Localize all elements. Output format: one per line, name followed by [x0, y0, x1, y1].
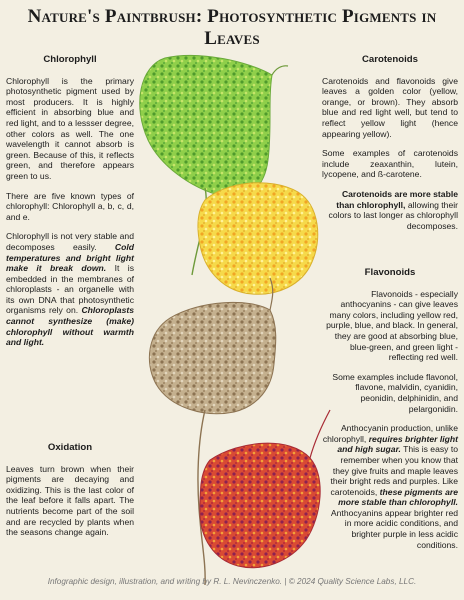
oxidation-paragraph-1: Leaves turn brown when their pigments are decaying and oxidizing. This is the last color of the leaf before it falls apart. The nutrients become part of the soil and are recycled by plants when the seasons change again. — [6, 463, 134, 538]
chlorophyll-paragraph-3: Chlorophyll is not very stable and decomposes easily. Cold temperatures and bright light make it break down. It is embedded in the membranes of chloroplasts - an organelle with its own DNA that photosynthetic organisms rely on. Chloroplasts cannot synthesize (make) chlorophyll without warmth and light. — [6, 231, 134, 348]
chlorophyll-paragraph-2: There are five known types of chlorophyll: Chlorophyll a, b, c, d, and e. — [6, 190, 134, 222]
chlorophyll-paragraph-1: Chlorophyll is the primary photosynthetic pigment used by most producers. It is highly efficient in absorbing blue and red light, and to a lessser degree, other colors as well. The one wavelength it cannot absorb is green. Because of this, it reflects green, and therefore appears green to us. — [6, 75, 134, 181]
yellow-leaf-icon — [198, 183, 318, 295]
carotenoids-paragraph-1: Carotenoids and flavonoids give leaves a golden color (yellow, orange, or brown). They absorb blue and red light well, but tend to reflect yellow light (hence appearing yellow). — [322, 75, 458, 139]
flavonoids-paragraph-1: Flavonoids - especially anthocyanins - can give leaves many colors, including yellow red, purple, blue, and black. In general, they are good at absorbing blue, blue-green, and green light - reflecting red well. — [326, 288, 458, 363]
carotenoids-paragraph-3: Carotenoids are more stable than chlorophyll, allowing their colors to last longer as chlorophyll decomposes. — [328, 188, 458, 231]
footer-credit: Infographic design, illustration, and writing by R. L. Nevinczenko. | © 2024 Quality Science Labs, LLC. — [47, 577, 417, 586]
flavonoids-paragraph-2: Some examples include flavonol, flavone, malvidin, cyanidin, peonidin, delphinidin, and pelargonidin. — [332, 371, 458, 414]
carotenoids-paragraph-2: Some examples of carotenoids include zeaxanthin, lutein, lycopene, and ß-carotene. — [322, 148, 458, 180]
carotenoids-heading: Carotenoids — [362, 54, 418, 65]
red-leaf-icon — [200, 410, 330, 568]
flavonoids-heading: Flavonoids — [364, 267, 416, 278]
oxidation-heading: Oxidation — [47, 442, 93, 453]
page-title: Nature's Paintbrush: Photosynthetic Pigments in Leaves — [27, 6, 437, 49]
flavonoids-paragraph-3: Anthocyanin production, unlike chlorophyll, requires brighter light and high sugar. This is easy to remember when you know that they give fruits and maple leaves their bright reds and purples. Like carotenoids, these pigments are more stable than chlorophyll. Anthocyanins appear brighter red in more acidic conditions, and brighter purple in less acidic conditions. — [322, 423, 458, 550]
chlorophyll-heading: Chlorophyll — [43, 54, 97, 65]
